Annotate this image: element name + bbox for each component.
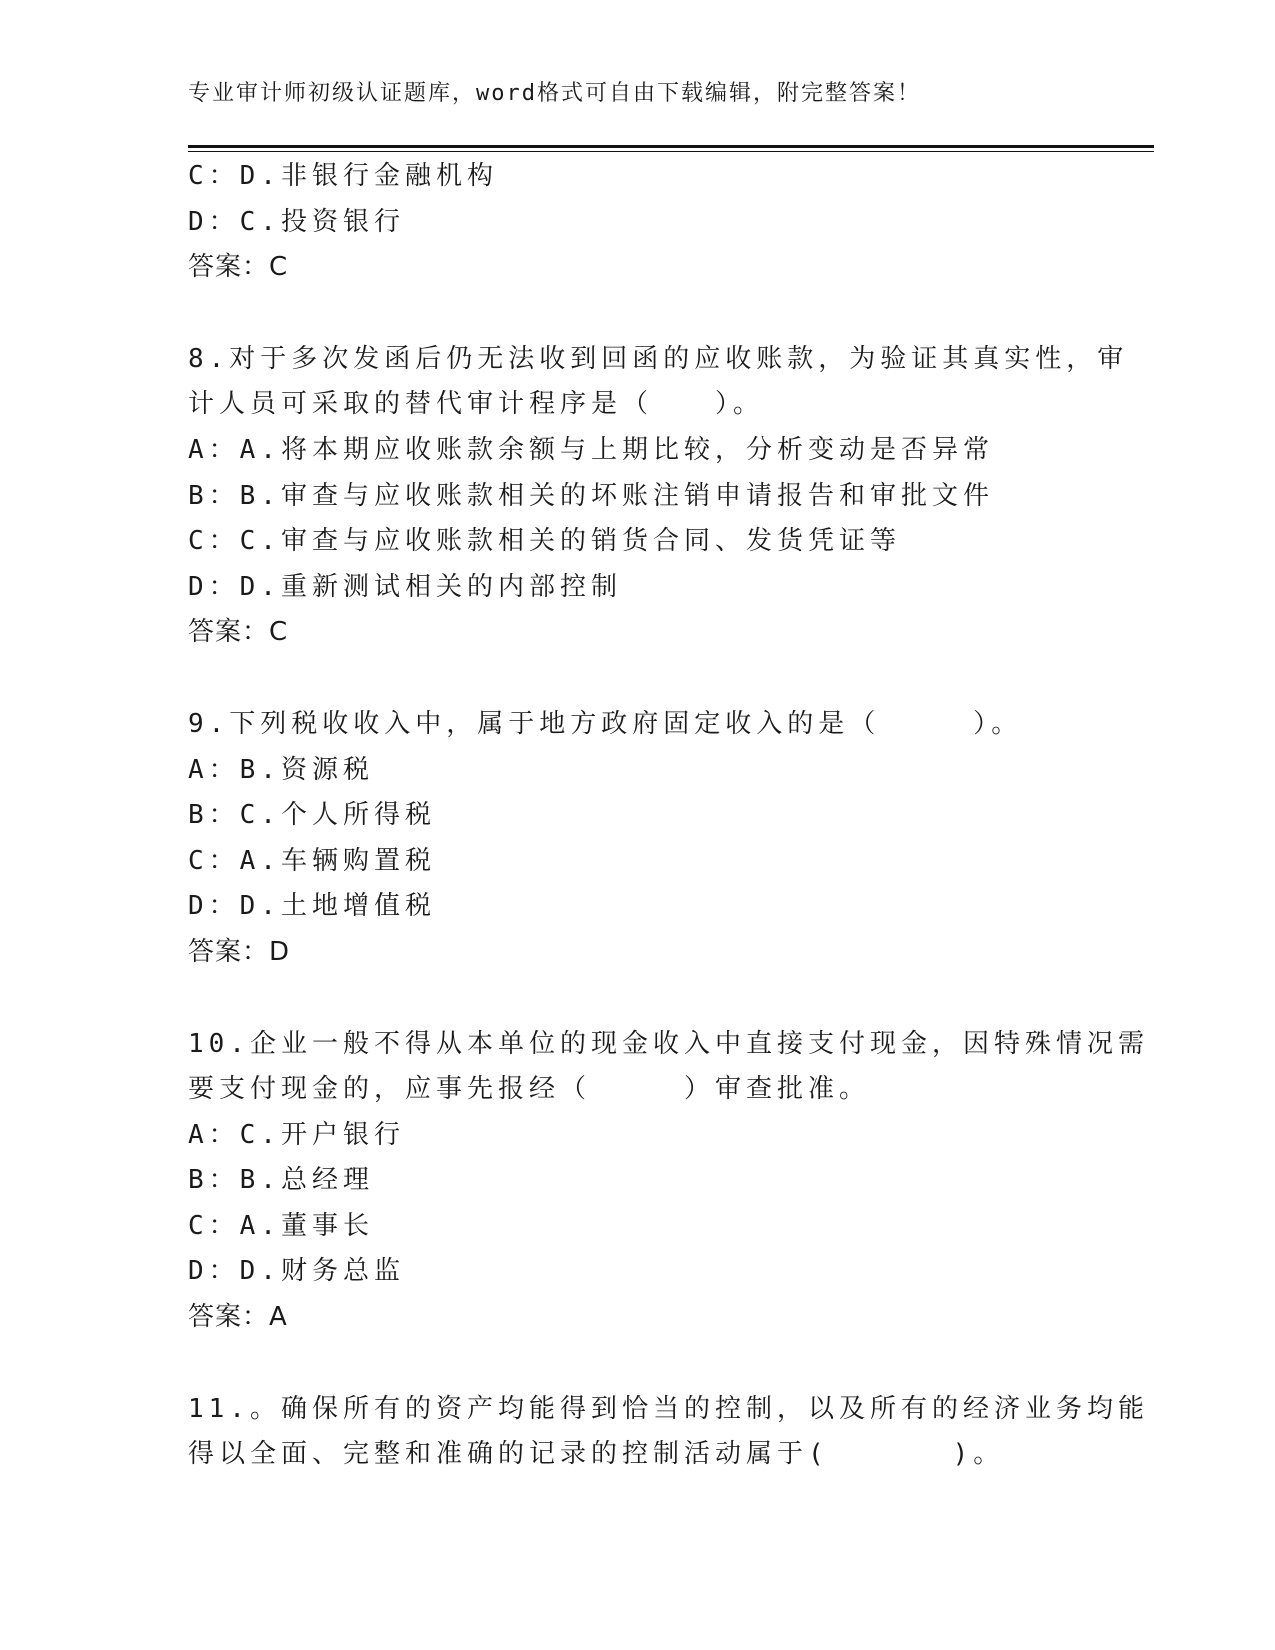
spacer bbox=[188, 291, 1088, 337]
question-list bbox=[188, 154, 1149, 1478]
question-stem: 8.对于多次发函后仍无法收到回函的应收账款，为验证其真实性，审 bbox=[188, 343, 1129, 374]
spacer bbox=[188, 656, 1088, 702]
question-stem: 10.企业一般不得从本单位的现金收入中直接支付现金，因特殊情况需 bbox=[188, 1028, 1149, 1059]
question-stem: 9.下列税收收入中，属于地方政府固定收入的是（ ）。 bbox=[188, 708, 1023, 739]
question-7 bbox=[188, 154, 1088, 291]
option-a: A：B.资源税 bbox=[188, 754, 374, 785]
page-header: 专业审计师初级认证题库，word格式可自由下载编辑，附完整答案！ bbox=[188, 81, 921, 106]
option-d: D：C.投资银行 bbox=[188, 206, 405, 237]
question-stem: 得以全面、完整和准确的记录的控制活动属于( )。 bbox=[188, 1439, 1005, 1470]
question-8 bbox=[188, 337, 1129, 656]
option-c: C：A.车辆购置税 bbox=[188, 845, 436, 876]
option-d: D：D.重新测试相关的内部控制 bbox=[188, 571, 622, 602]
question-stem: 计人员可采取的替代审计程序是（ ）。 bbox=[188, 389, 765, 420]
question-10 bbox=[188, 1022, 1149, 1341]
spacer bbox=[188, 976, 1088, 1022]
header-divider bbox=[188, 145, 1154, 152]
spacer bbox=[188, 1341, 1088, 1387]
option-a: A：A.将本期应收账款余额与上期比较，分析变动是否异常 bbox=[188, 434, 994, 465]
question-9 bbox=[188, 702, 1088, 976]
answer-line: 答案：D bbox=[188, 936, 291, 967]
option-d: D：D.财务总监 bbox=[188, 1256, 405, 1287]
answer-line: 答案：A bbox=[188, 1302, 288, 1333]
option-a: A：C.开户银行 bbox=[188, 1119, 405, 1150]
option-c: C：A.董事长 bbox=[188, 1210, 374, 1241]
question-stem: 11.。确保所有的资产均能得到恰当的控制，以及所有的经济业务均能 bbox=[188, 1393, 1149, 1424]
option-b: B：C.个人所得税 bbox=[188, 800, 436, 831]
question-11 bbox=[188, 1387, 1149, 1478]
option-d: D：D.土地增值税 bbox=[188, 891, 436, 922]
question-stem: 要支付现金的，应事先报经（ ）审查批准。 bbox=[188, 1074, 871, 1105]
option-c: C：D.非银行金融机构 bbox=[188, 161, 498, 191]
answer-line: 答案：C bbox=[188, 252, 289, 283]
option-c: C：C.审查与应收账款相关的销货合同、发货凭证等 bbox=[188, 526, 901, 557]
option-b: B：B.审查与应收账款相关的坏账注销申请报告和审批文件 bbox=[188, 480, 994, 511]
option-b: B：B.总经理 bbox=[188, 1165, 374, 1196]
answer-line: 答案：C bbox=[188, 617, 289, 648]
